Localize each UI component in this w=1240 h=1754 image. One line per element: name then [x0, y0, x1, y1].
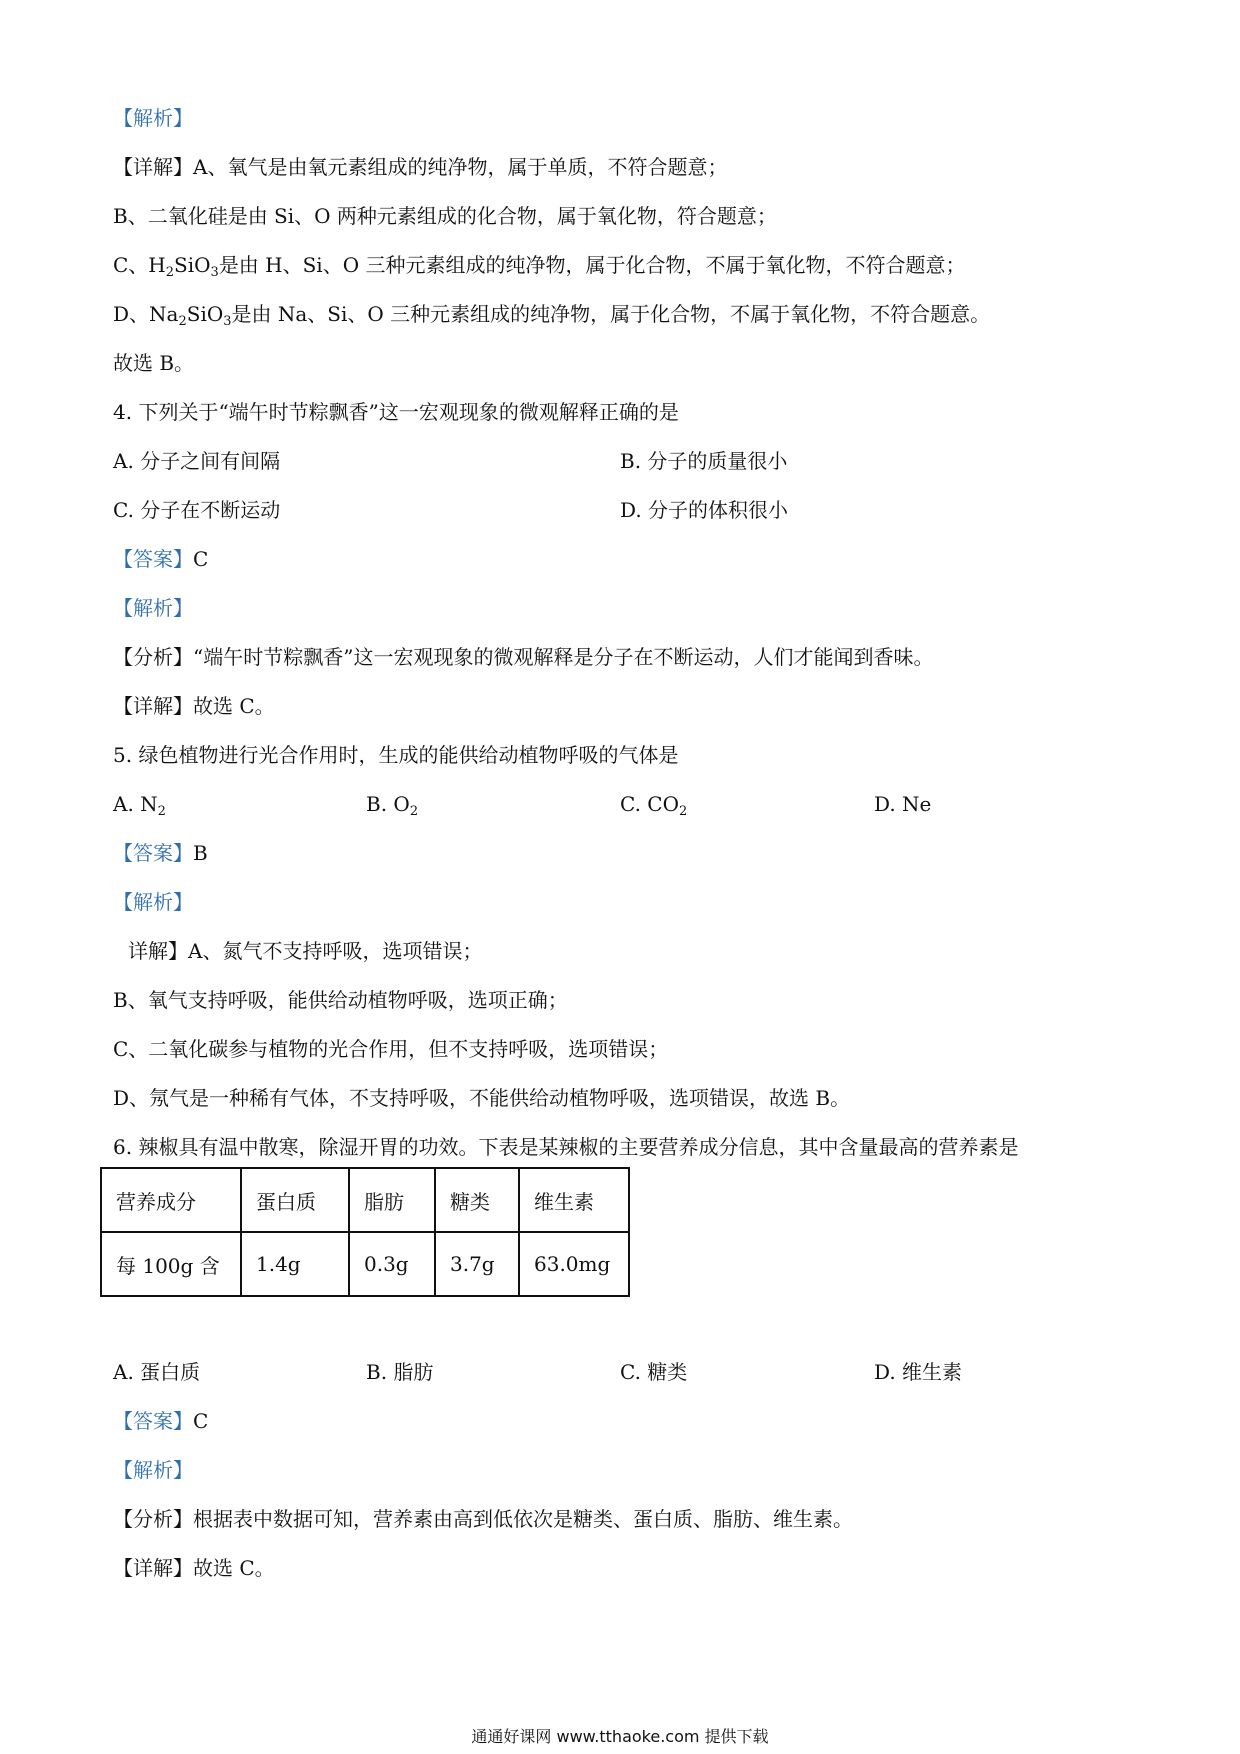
answer-tag: 【答案】 [113, 1409, 193, 1433]
answer-tag: 【答案】 [113, 547, 193, 571]
subscript: 2 [165, 265, 175, 280]
subscript: 2 [157, 804, 166, 819]
q4-analysis [113, 643, 933, 671]
subscript: 2 [178, 314, 187, 329]
q5-option-a [113, 790, 166, 818]
table-cell: 每 100g 含 [101, 1232, 241, 1296]
analysis-tag: 【解析】 [113, 1458, 193, 1482]
table-cell: 3.7g [435, 1232, 519, 1296]
q3-conclusion: 故选 B。 [113, 351, 195, 375]
detail-text: A、氧气是由氧元素组成的纯净物，属于单质，不符合题意； [193, 155, 728, 179]
subscript: 2 [679, 804, 688, 819]
answer-value: C [193, 1409, 209, 1433]
q3-line-c [113, 251, 965, 279]
q6-option-d: D. 维生素 [874, 1360, 963, 1384]
analysis-text: 根据表中数据可知，营养素由高到低依次是糖类、蛋白质、脂肪、维生素。 [193, 1507, 853, 1531]
detail-text: 故选 C。 [193, 1556, 275, 1580]
q6-analysis-heading [113, 1456, 193, 1484]
q4-option-c: C. 分子在不断运动 [113, 498, 281, 522]
q6-option-b: B. 脂肪 [366, 1360, 434, 1384]
q5-analysis-heading [113, 888, 193, 916]
q5-line-b: B、氧气支持呼吸，能供给动植物呼吸，选项正确； [113, 988, 568, 1012]
q6-answer [113, 1407, 208, 1435]
q4-answer [113, 545, 208, 573]
q6-option-a: A. 蛋白质 [113, 1360, 201, 1384]
text-fragment: C、H [113, 253, 166, 277]
analysis-text: “端午时节粽飘香”这一宏观现象的微观解释是分子在不断运动，人们才能闻到香味。 [193, 645, 934, 669]
text-fragment: 是由 H、Si、O 三种元素组成的纯净物，属于化合物，不属于氧化物，不符合题意； [218, 253, 966, 277]
subscript: 3 [210, 265, 219, 280]
q4-option-b: B. 分子的质量很小 [620, 449, 788, 473]
text-fragment: C. CO [620, 792, 680, 816]
text-fragment: SiO [186, 302, 224, 326]
table-cell: 1.4g [241, 1232, 349, 1296]
table-cell: 63.0mg [519, 1232, 629, 1296]
q3-line-d [113, 300, 990, 328]
nutrition-table [100, 1167, 630, 1297]
answer-value: B [193, 841, 208, 865]
table-cell: 营养成分 [101, 1168, 241, 1232]
q6-option-c: C. 糖类 [620, 1360, 688, 1384]
table-cell: 维生素 [519, 1168, 629, 1232]
text-fragment: A. N [113, 792, 158, 816]
detail-tag: 详解】 [128, 939, 188, 963]
q3-detail-a [113, 153, 727, 181]
q5-detail-a [128, 937, 482, 965]
q6-question: 6. 辣椒具有温中散寒，除湿开胃的功效。下表是某辣椒的主要营养成分信息，其中含量最高的营养素是 [113, 1135, 1019, 1159]
q5-line-d: D、氖气是一种稀有气体，不支持呼吸，不能供给动植物呼吸，选项错误，故选 B。 [113, 1086, 851, 1110]
detail-tag: 【详解】 [113, 694, 193, 718]
text-fragment: D、Na [113, 302, 179, 326]
analysis-tag: 【解析】 [113, 890, 193, 914]
analysis-sub-tag: 【分析】 [113, 645, 193, 669]
q5-question: 5. 绿色植物进行光合作用时，生成的能供给动植物呼吸的气体是 [113, 743, 679, 767]
detail-text: 故选 C。 [193, 694, 275, 718]
table-row [101, 1232, 629, 1296]
analysis-tag: 【解析】 [113, 596, 193, 620]
q3-line-b: B、二氧化硅是由 Si、O 两种元素组成的化合物，属于氧化物，符合题意； [113, 204, 777, 228]
answer-tag: 【答案】 [113, 841, 193, 865]
q5-line-c: C、二氧化碳参与植物的光合作用，但不支持呼吸，选项错误； [113, 1037, 669, 1061]
table-cell: 蛋白质 [241, 1168, 349, 1232]
q5-answer [113, 839, 208, 867]
table-cell: 脂肪 [349, 1168, 435, 1232]
answer-value: C [193, 547, 209, 571]
table-cell: 糖类 [435, 1168, 519, 1232]
page-footer: 通通好课网 www.tthaoke.com 提供下载 [471, 1727, 769, 1746]
text-fragment: SiO [174, 253, 211, 277]
table-row [101, 1168, 629, 1232]
q5-option-d: D. Ne [874, 792, 932, 816]
detail-tag: 【详解】 [113, 1556, 193, 1580]
q4-detail [113, 692, 275, 720]
q6-analysis [113, 1505, 853, 1533]
subscript: 3 [223, 314, 232, 329]
q5-option-c [620, 790, 687, 818]
q4-question: 4. 下列关于“端午时节粽飘香”这一宏观现象的微观解释正确的是 [113, 400, 679, 424]
q4-option-a: A. 分子之间有间隔 [113, 449, 281, 473]
analysis-sub-tag: 【分析】 [113, 1507, 193, 1531]
q3-analysis-heading [113, 104, 193, 132]
analysis-tag: 【解析】 [113, 106, 193, 130]
text-fragment: 是由 Na、Si、O 三种元素组成的纯净物，属于化合物，不属于氧化物，不符合题意。 [231, 302, 991, 326]
q4-option-d: D. 分子的体积很小 [620, 498, 789, 522]
q6-detail [113, 1554, 275, 1582]
detail-text: A、氮气不支持呼吸，选项错误； [188, 939, 483, 963]
table-cell: 0.3g [349, 1232, 435, 1296]
detail-tag: 【详解】 [113, 155, 193, 179]
q5-option-b [366, 790, 418, 818]
q4-analysis-heading [113, 594, 193, 622]
text-fragment: B. O [366, 792, 410, 816]
subscript: 2 [409, 804, 419, 819]
